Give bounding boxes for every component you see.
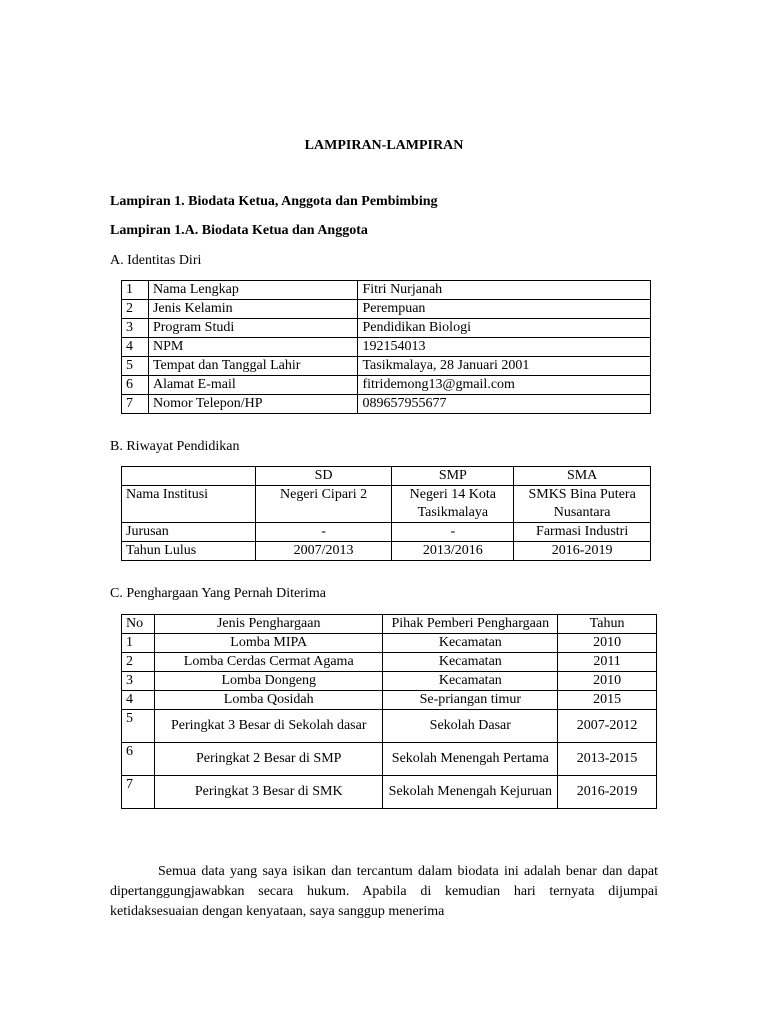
table-row (122, 672, 657, 691)
award-year: 2015 (558, 691, 657, 710)
table-cell: Negeri Cipari 2 (255, 486, 392, 523)
table-row (122, 523, 651, 542)
table-row (122, 691, 657, 710)
award-year: 2010 (558, 672, 657, 691)
table-cell: 2013/2016 (392, 542, 514, 561)
table-cell: Negeri 14 Kota Tasikmalaya (392, 486, 514, 523)
row-value: 192154013 (358, 338, 651, 357)
award-name: Lomba Cerdas Cermat Agama (154, 653, 383, 672)
section-a-title: A. Identitas Diri (110, 253, 202, 268)
award-giver: Kecamatan (383, 634, 558, 653)
award-year: 2010 (558, 634, 657, 653)
lampiran-1-heading: Lampiran 1. Biodata Ketua, Anggota dan Pembimbing (110, 194, 438, 209)
award-name: Lomba MIPA (154, 634, 383, 653)
section-c-title: C. Penghargaan Yang Pernah Diterima (110, 586, 326, 601)
row-number: 2 (122, 653, 155, 672)
table-row (122, 319, 651, 338)
award-name: Peringkat 3 Besar di Sekolah dasar (154, 710, 383, 743)
table-cell: - (255, 523, 392, 542)
section-b-title: B. Riwayat Pendidikan (110, 439, 240, 454)
table-row (122, 776, 657, 809)
table-row (122, 653, 657, 672)
award-year: 2011 (558, 653, 657, 672)
award-name: Peringkat 3 Besar di SMK (154, 776, 383, 809)
header-cell: SMP (392, 467, 514, 486)
row-number: 6 (122, 743, 155, 776)
row-number: 7 (122, 776, 155, 809)
table-cell: 2007/2013 (255, 542, 392, 561)
award-name: Lomba Qosidah (154, 691, 383, 710)
row-label: Nomor Telepon/HP (148, 395, 358, 414)
header-cell: No (122, 615, 155, 634)
row-number: 1 (122, 634, 155, 653)
row-number: 1 (122, 281, 149, 300)
table-header-row (122, 615, 657, 634)
award-year: 2013-2015 (558, 743, 657, 776)
row-number: 6 (122, 376, 149, 395)
table-row (122, 634, 657, 653)
row-label: Tempat dan Tanggal Lahir (148, 357, 358, 376)
header-cell: Pihak Pemberi Penghargaan (383, 615, 558, 634)
table-row (122, 281, 651, 300)
closing-paragraph: Semua data yang saya isikan dan tercantum dalam biodata ini adalah benar dan dapat dipertanggungjawabkan secara hukum. Apabila di kemudian hari ternyata dijumpai ketidaksesuaian dengan kenyataan, saya sanggup menerima (110, 864, 658, 919)
row-value: Tasikmalaya, 28 Januari 2001 (358, 357, 651, 376)
row-label: NPM (148, 338, 358, 357)
table-row (122, 542, 651, 561)
table-row (122, 486, 651, 523)
header-cell: Tahun (558, 615, 657, 634)
header-cell (122, 467, 256, 486)
row-number: 2 (122, 300, 149, 319)
table-row (122, 743, 657, 776)
header-cell: Jenis Penghargaan (154, 615, 383, 634)
penghargaan-table (121, 614, 657, 809)
row-number: 4 (122, 338, 149, 357)
award-name: Lomba Dongeng (154, 672, 383, 691)
row-label: Jenis Kelamin (148, 300, 358, 319)
lampiran-1a-heading: Lampiran 1.A. Biodata Ketua dan Anggota (110, 223, 368, 238)
row-value: fitridemong13@gmail.com (358, 376, 651, 395)
table-cell: SMKS Bina Putera Nusantara (514, 486, 651, 523)
table-row (122, 338, 651, 357)
award-name: Peringkat 2 Besar di SMP (154, 743, 383, 776)
row-value: Pendidikan Biologi (358, 319, 651, 338)
table-row (122, 467, 651, 486)
page-title: LAMPIRAN-LAMPIRAN (304, 138, 464, 153)
award-year: 2016-2019 (558, 776, 657, 809)
award-giver: Kecamatan (383, 672, 558, 691)
award-giver: Se-priangan timur (383, 691, 558, 710)
header-cell: SD (255, 467, 392, 486)
award-giver: Sekolah Menengah Kejuruan (383, 776, 558, 809)
table-cell: 2016-2019 (514, 542, 651, 561)
row-label: Tahun Lulus (122, 542, 256, 561)
header-cell: SMA (514, 467, 651, 486)
table-row (122, 710, 657, 743)
table-row (122, 300, 651, 319)
award-giver: Sekolah Menengah Pertama (383, 743, 558, 776)
row-label: Jurusan (122, 523, 256, 542)
identitas-table (121, 280, 651, 414)
row-number: 5 (122, 357, 149, 376)
row-number: 7 (122, 395, 149, 414)
row-number: 4 (122, 691, 155, 710)
row-value: 089657955677 (358, 395, 651, 414)
row-label: Nama Lengkap (148, 281, 358, 300)
row-value: Fitri Nurjanah (358, 281, 651, 300)
row-number: 3 (122, 672, 155, 691)
row-value: Perempuan (358, 300, 651, 319)
table-cell: - (392, 523, 514, 542)
riwayat-pendidikan-table (121, 466, 651, 561)
row-label: Nama Institusi (122, 486, 256, 523)
table-row (122, 395, 651, 414)
award-giver: Kecamatan (383, 653, 558, 672)
table-row (122, 357, 651, 376)
table-cell: Farmasi Industri (514, 523, 651, 542)
award-year: 2007-2012 (558, 710, 657, 743)
row-label: Program Studi (148, 319, 358, 338)
row-number: 3 (122, 319, 149, 338)
row-number: 5 (122, 710, 155, 743)
row-label: Alamat E-mail (148, 376, 358, 395)
award-giver: Sekolah Dasar (383, 710, 558, 743)
table-row (122, 376, 651, 395)
